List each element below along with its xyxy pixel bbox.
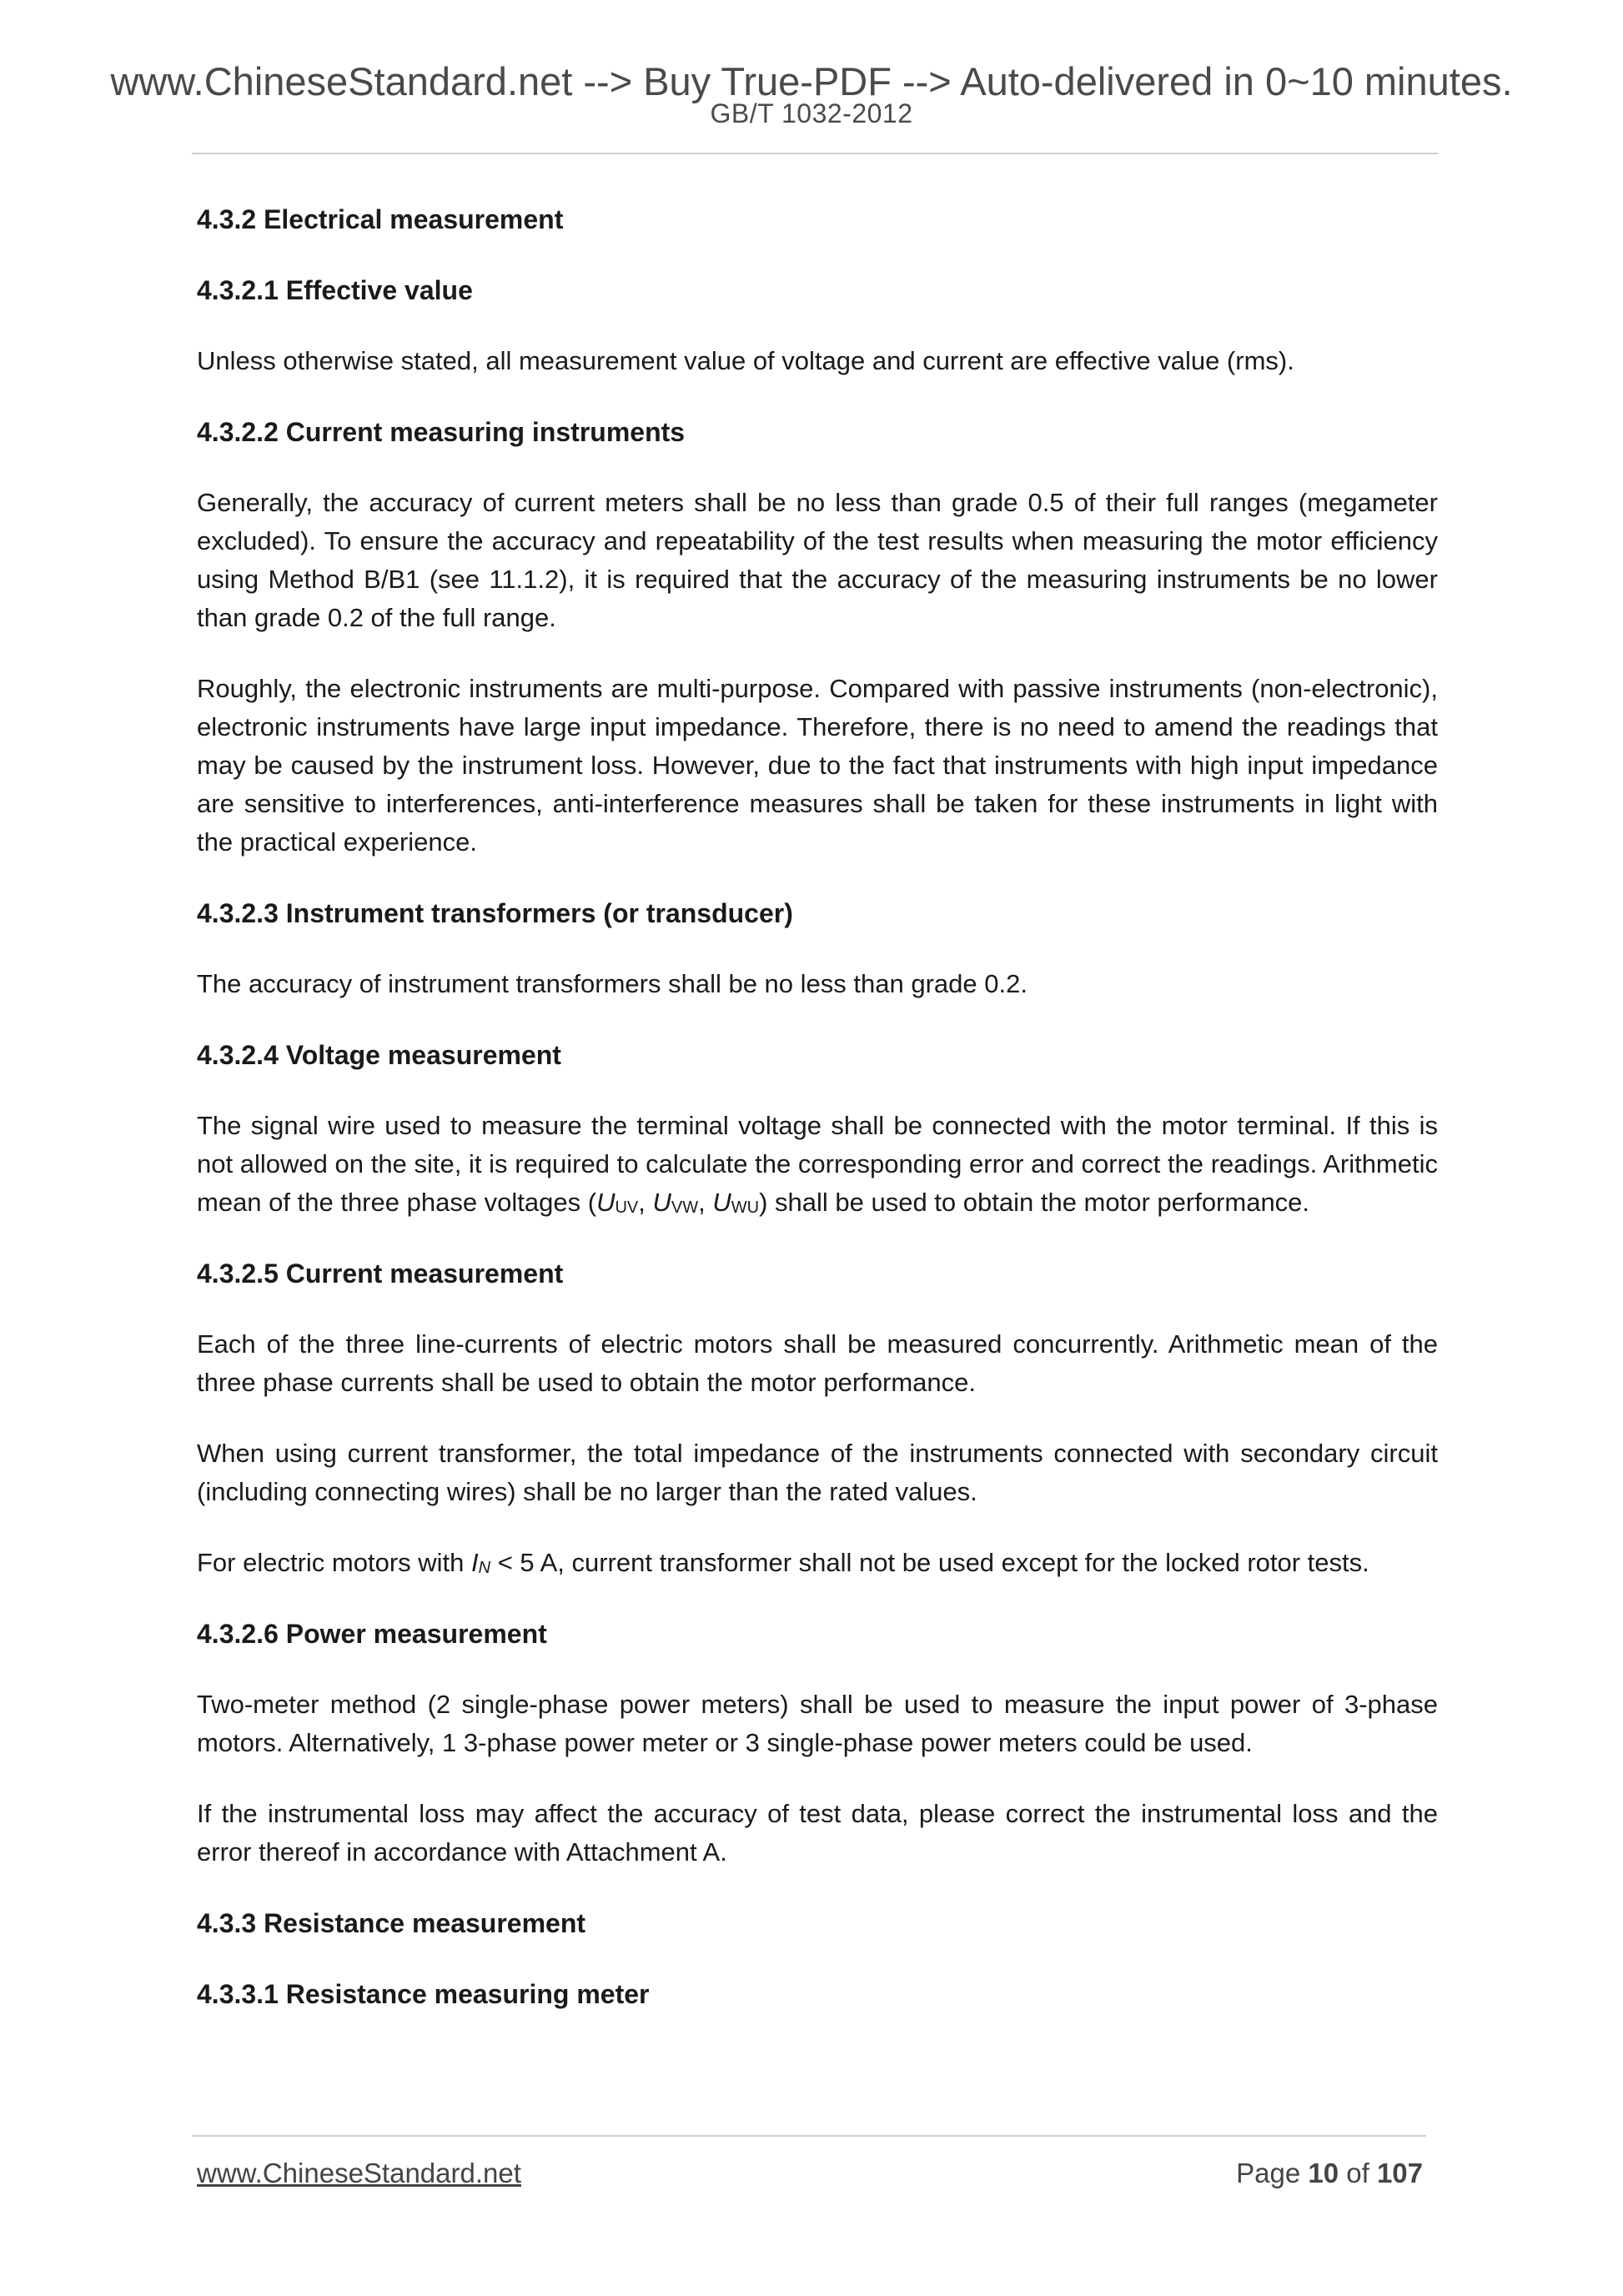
paragraph-electronic-instruments: Roughly, the electronic instruments are multi-purpose. Compared with passive instruments (non-electronic), electronic instruments have large input impedance. Therefore, there is no need to amend the readings that may be caused by the instrument loss. However, due to the fact that instruments with high input impedance are sensitive to interferences, anti-interference measures shall be taken for these instruments in light with the practical experience. <box>197 674 1438 857</box>
paragraph-instrumental-loss: If the instrumental loss may affect the accuracy of test data, please correct the instrumental loss and the error thereof in accordance with Attachment A. <box>197 1799 1438 1866</box>
heading-4-3-2-5: 4.3.2.5 Current measurement <box>197 1259 564 1289</box>
paragraph-transformer-accuracy: The accuracy of instrument transformers shall be no less than grade 0.2. <box>197 969 1028 998</box>
paragraph-current-transformer: When using current transformer, the total impedance of the instruments connected with secondary circuit (including connecting wires) shall be no larger than the rated values. <box>197 1439 1438 1506</box>
heading-4-3-2-3: 4.3.2.3 Instrument transformers (or transducer) <box>197 898 793 928</box>
page-body <box>197 200 1438 2013</box>
heading-4-3-2-4: 4.3.2.4 Voltage measurement <box>197 1040 561 1070</box>
site-banner: www.ChineseStandard.net --> Buy True-PDF --> Auto-delivered in 0~10 minutes. <box>110 59 1513 103</box>
paragraph-rated-current: For electric motors with $I_N < 5$ A, current transformer shall not be used except for the locked rotor tests. <box>197 1548 1369 1577</box>
footer-site-link[interactable]: www.ChineseStandard.net <box>197 2158 521 2188</box>
paragraph-current-accuracy: Generally, the accuracy of current meters shall be no less than grade 0.5 of their full ranges (megameter excluded). To ensure the accuracy and repeatability of the test results when measuring the motor efficiency using Method B/B1 (see 11.1.2), it is required that the accuracy of the measuring instruments be no lower than grade 0.2 of the full range. <box>197 488 1438 632</box>
document-code: GB/T 1032-2012 <box>710 98 913 128</box>
header-divider <box>192 153 1438 154</box>
paragraph-effective-value: Unless otherwise stated, all measurement value of voltage and current are effective value (rms). <box>197 346 1294 375</box>
paragraph-line-currents: Each of the three line-currents of electric motors shall be measured concurrently. Arithmetic mean of the three phase currents shall be used to obtain the motor performance. <box>197 1329 1438 1397</box>
page-number: Page 10 of 107 <box>1236 2158 1423 2188</box>
footer-divider <box>192 2135 1426 2137</box>
heading-4-3-2: 4.3.2 Electrical measurement <box>197 204 564 234</box>
heading-4-3-3: 4.3.3 Resistance measurement <box>197 1908 586 1938</box>
paragraph-two-meter-method: Two-meter method (2 single-phase power meters) shall be used to measure the input power of 3-phase motors. Alternatively, 1 3-phase power meter or 3 single-phase power meters could be used. <box>197 1690 1438 1757</box>
heading-4-3-2-1: 4.3.2.1 Effective value <box>197 275 473 305</box>
paragraph-voltage-measurement: The signal wire used to measure the terminal voltage shall be connected with the motor terminal. If this is not allowed on the site, it is required to calculate the corresponding error and correct the readings. Arithmetic mean of the three phase voltages ($U_{UV}$, $U_{VW}$, $U_{WU}$) shall be used to obtain the motor performance. <box>197 1111 1438 1217</box>
heading-4-3-2-6: 4.3.2.6 Power measurement <box>197 1619 547 1649</box>
heading-4-3-3-1: 4.3.3.1 Resistance measuring meter <box>197 1979 650 2009</box>
heading-4-3-2-2: 4.3.2.2 Current measuring instruments <box>197 417 686 447</box>
